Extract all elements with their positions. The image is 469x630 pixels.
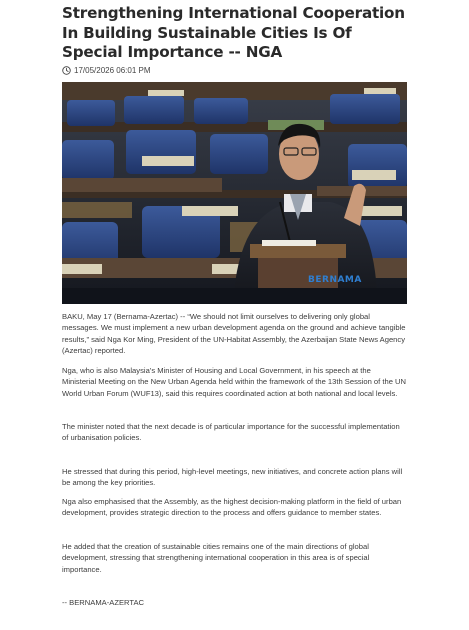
article-date: [62, 64, 151, 76]
article-paragraph: The minister noted that the next decade is of particular importance for the successful implementation of urbanisation policies.: [62, 422, 400, 443]
article-photo: [62, 82, 407, 304]
clock-icon: [62, 66, 71, 75]
article-paragraph: Nga, who is also Malaysia’s Minister of Housing and Local Government, in his speech at the Ministerial Meeting on the New Urban Agenda held within the framework of the 13th Session of the UN World Urban Forum (WUF13), said this requires coordinated action at both national and local levels.: [62, 366, 407, 398]
photo-watermark: BERNAMA: [308, 275, 362, 285]
date-text: 17/05/2026 06:01 PM: [74, 65, 151, 75]
article-paragraph: Nga also emphasised that the Assembly, as the highest decision-making platform in the field of urban development, provides strategic direction to the process and offers guidance to member states.: [62, 497, 402, 518]
article-paragraph: He stressed that during this period, high-level meetings, new initiatives, and concrete action plans will be among the key priorities.: [62, 467, 403, 488]
article-byline: -- BERNAMA-AZERTAC: [62, 598, 144, 607]
article-paragraph: He added that the creation of sustainable cities remains one of the main directions of global development, stressing that strengthening international cooperation in this area is of special importance.: [62, 542, 370, 574]
article-paragraph: BAKU, May 17 (Bernama-Azertac) -- “We should not limit ourselves to delivering only global messages. We must implement a new urban development agenda on the ground and achieve tangible results,” said Nga Kor Ming, President of the UN-Habitat Assembly, the Azerbaijan State News Agency (Azertac) reported.: [62, 312, 406, 356]
article-title: Strengthening International Cooperation In Building Sustainable Cities Is Of Special Importance -- NGA: [62, 4, 405, 62]
